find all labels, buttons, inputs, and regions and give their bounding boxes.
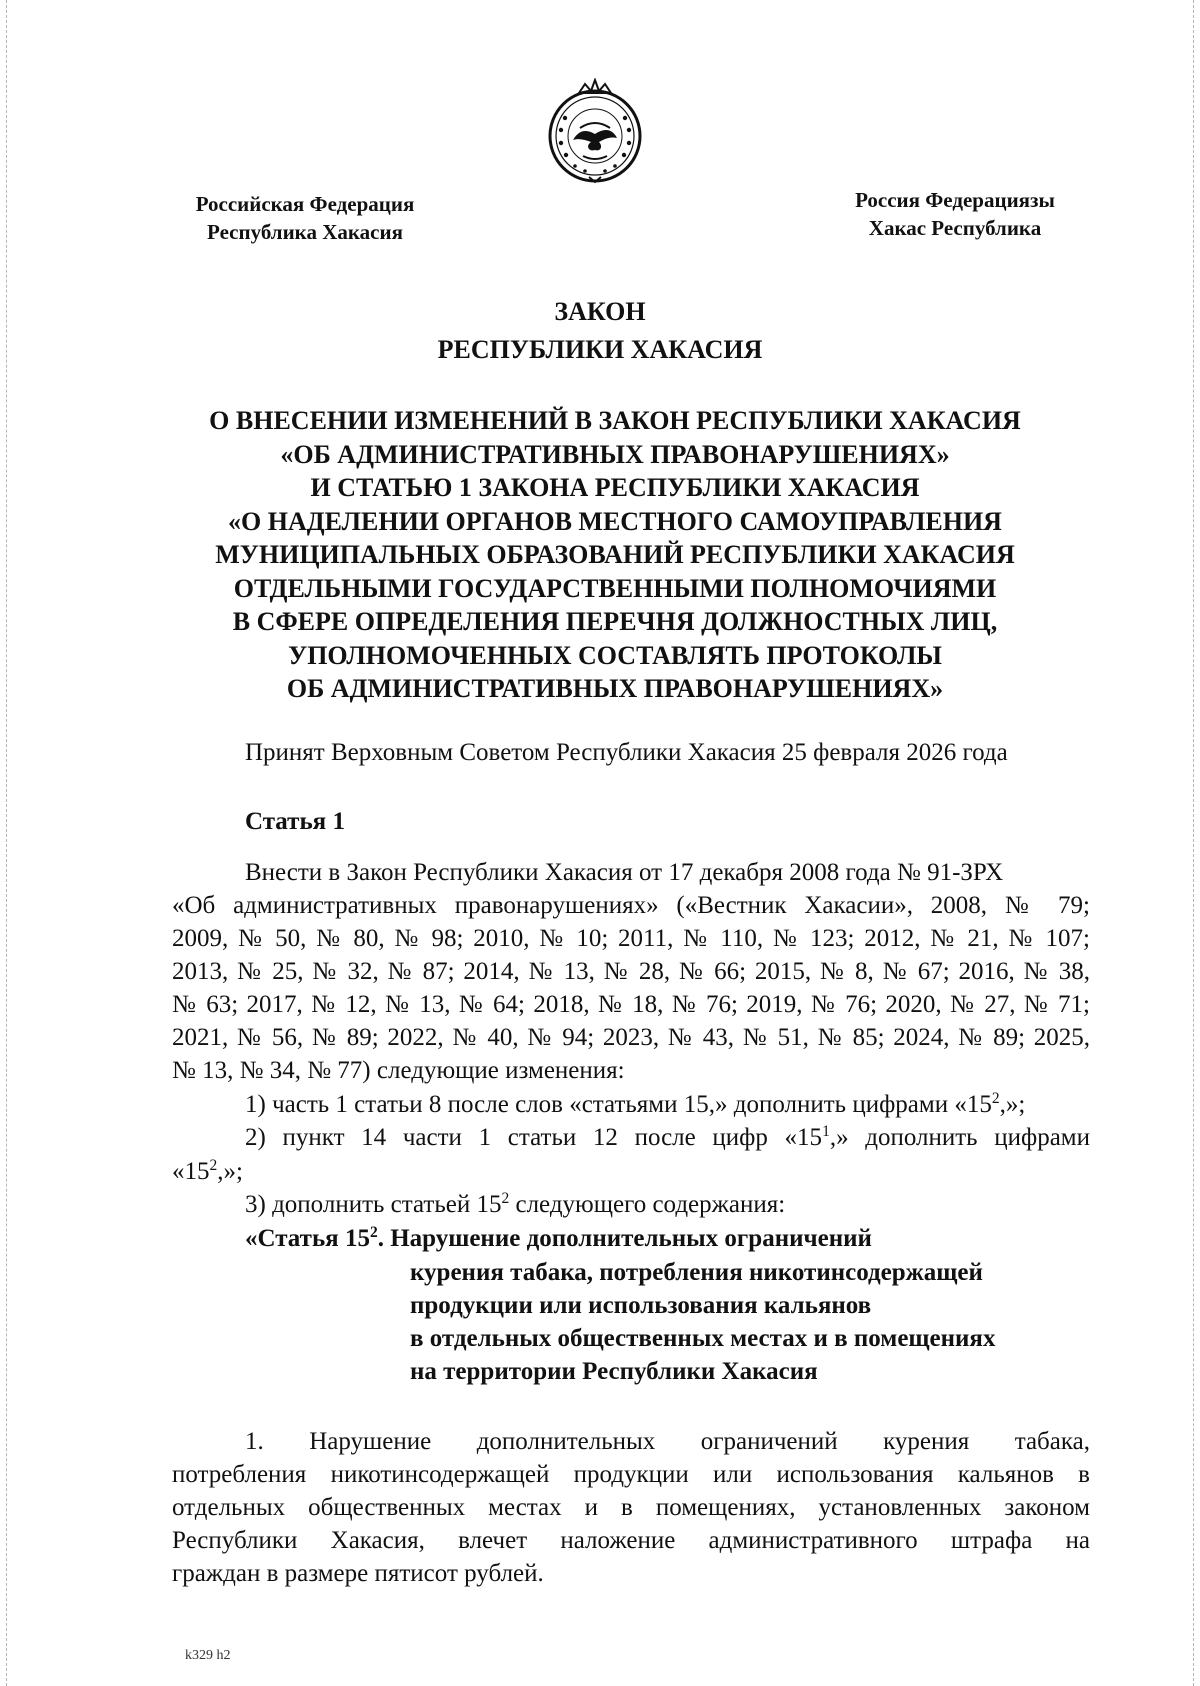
document-code: k329 h2 (185, 1648, 231, 1663)
subject-line: УПОЛНОМОЧЕННЫХ СОСТАВЛЯТЬ ПРОТОКОЛЫ (288, 640, 942, 670)
intro-line: № 13, № 34, № 77) следующие изменения: (172, 1057, 625, 1084)
new-article-title-line: в отдельных общественных местах и в помещениях (410, 1325, 996, 1352)
label-text: «Статья 15 (245, 1225, 370, 1252)
header-left-line: Российская Федерация (195, 192, 415, 216)
label-text: . Нарушение дополнительных ограничений (377, 1225, 872, 1252)
paragraph-line: потребления никотинсодержащей продукции или использования кальянов в (172, 1461, 1090, 1488)
superscript: 2 (501, 1190, 510, 1208)
new-article-label (245, 1223, 872, 1255)
subject-line: МУНИЦИПАЛЬНЫХ ОБРАЗОВАНИЙ РЕСПУБЛИКИ ХАКАСИЯ (215, 540, 1015, 569)
intro-line: «Об административных правонарушениях» («Вестник Хакасии», 2008, № 79; (172, 892, 1090, 919)
scan-edge-left (6, 0, 7, 1686)
coat-of-arms-of-khakassia-icon (545, 78, 645, 186)
item-text: «15 (172, 1158, 210, 1185)
item-text: ,»; (217, 1158, 243, 1185)
law-subject (150, 404, 1080, 706)
paragraph-line: 1. Нарушение дополнительных ограничений курения табака, (245, 1428, 1090, 1455)
subject-line: ОТДЕЛЬНЫМИ ГОСУДАРСТВЕННЫМИ ПОЛНОМОЧИЯМИ (233, 573, 997, 603)
new-article-title-line: на территории Республики Хакасия (410, 1358, 818, 1385)
amendment-item-2-cont (172, 1156, 243, 1188)
superscript: 2 (209, 1157, 218, 1175)
header-right (820, 186, 1090, 242)
intro-line: 2021, № 56, № 89; 2022, № 40, № 94; 2023, № 43, № 51, № 85; 2024, № 89; 2025, (172, 1024, 1090, 1051)
new-article-title-line: курения табака, потребления никотинсодержащей (410, 1259, 983, 1286)
item-text: следующего содержания: (509, 1191, 786, 1218)
item-text: ,» дополнить цифрами (829, 1124, 1090, 1151)
new-article-title-line: продукции или использования кальянов (410, 1292, 872, 1319)
paragraph-line: Республики Хакасия, влечет наложение административного штрафа на (172, 1527, 1090, 1554)
subject-line: В СФЕРЕ ОПРЕДЕЛЕНИЯ ПЕРЕЧНЯ ДОЛЖНОСТНЫХ ЛИЦ, (232, 607, 998, 636)
superscript: 2 (991, 1090, 1000, 1108)
superscript: 1 (822, 1123, 830, 1141)
intro-line: Внести в Закон Республики Хакасия от 17 декабря 2008 года № 91-ЗРХ (245, 859, 1004, 886)
subject-line: И СТАТЬЮ 1 ЗАКОНА РЕСПУБЛИКИ ХАКАСИЯ (310, 473, 920, 502)
intro-line: 2013, № 25, № 32, № 87; 2014, № 13, № 28, № 66; 2015, № 8, № 67; 2016, № 38, (172, 958, 1090, 985)
subject-line: «ОБ АДМИНИСТРАТИВНЫХ ПРАВОНАРУШЕНИЯХ» (280, 439, 950, 469)
superscript: 2 (369, 1224, 378, 1242)
subject-line: «О НАДЕЛЕНИИ ОРГАНОВ МЕСТНОГО САМОУПРАВЛЕНИЯ (228, 506, 1002, 536)
paragraph-line: граждан в размере пятисот рублей. (172, 1560, 544, 1587)
subject-line: О ВНЕСЕНИИ ИЗМЕНЕНИЙ В ЗАКОН РЕСПУБЛИКИ ХАКАСИЯ (209, 406, 1021, 435)
law-title-subline: РЕСПУБЛИКИ ХАКАСИЯ (437, 335, 763, 364)
intro-line: 2009, № 50, № 80, № 98; 2010, № 10; 2011, № 110, № 123; 2012, № 21, № 107; (172, 925, 1090, 952)
amendment-item-1 (245, 1089, 1025, 1121)
item-text: 3) дополнить статьей 15 (245, 1191, 502, 1218)
law-title: ЗАКОН (554, 297, 646, 326)
header-right-line: Хакас Республика (868, 216, 1042, 240)
article-heading: Статья 1 (245, 808, 345, 835)
amendment-item-3 (245, 1189, 785, 1221)
item-text: ,»; (999, 1091, 1026, 1118)
paragraph-line: отдельных общественных местах и в помещениях, установленных законом (172, 1494, 1090, 1521)
header-right-line: Россия Федерациязы (855, 188, 1055, 212)
item-text: 1) часть 1 статьи 8 после слов «статьями 15,» дополнить цифрами «15 (245, 1091, 992, 1118)
subject-line: ОБ АДМИНИСТРАТИВНЫХ ПРАВОНАРУШЕНИЯХ» (286, 674, 944, 703)
header-left-line: Республика Хакасия (207, 220, 403, 244)
intro-line: № 63; 2017, № 12, № 13, № 64; 2018, № 18, № 76; 2019, № 76; 2020, № 27, № 71; (172, 991, 1090, 1018)
scan-edge-right (1193, 0, 1194, 1686)
item-text: 2) пункт 14 части 1 статьи 12 после цифр «15 (245, 1124, 823, 1151)
header-left (160, 190, 450, 246)
adoption-note: Принят Верховным Советом Республики Хакасия 25 февраля 2026 года (245, 739, 1008, 766)
amendment-item-2 (245, 1122, 1090, 1154)
